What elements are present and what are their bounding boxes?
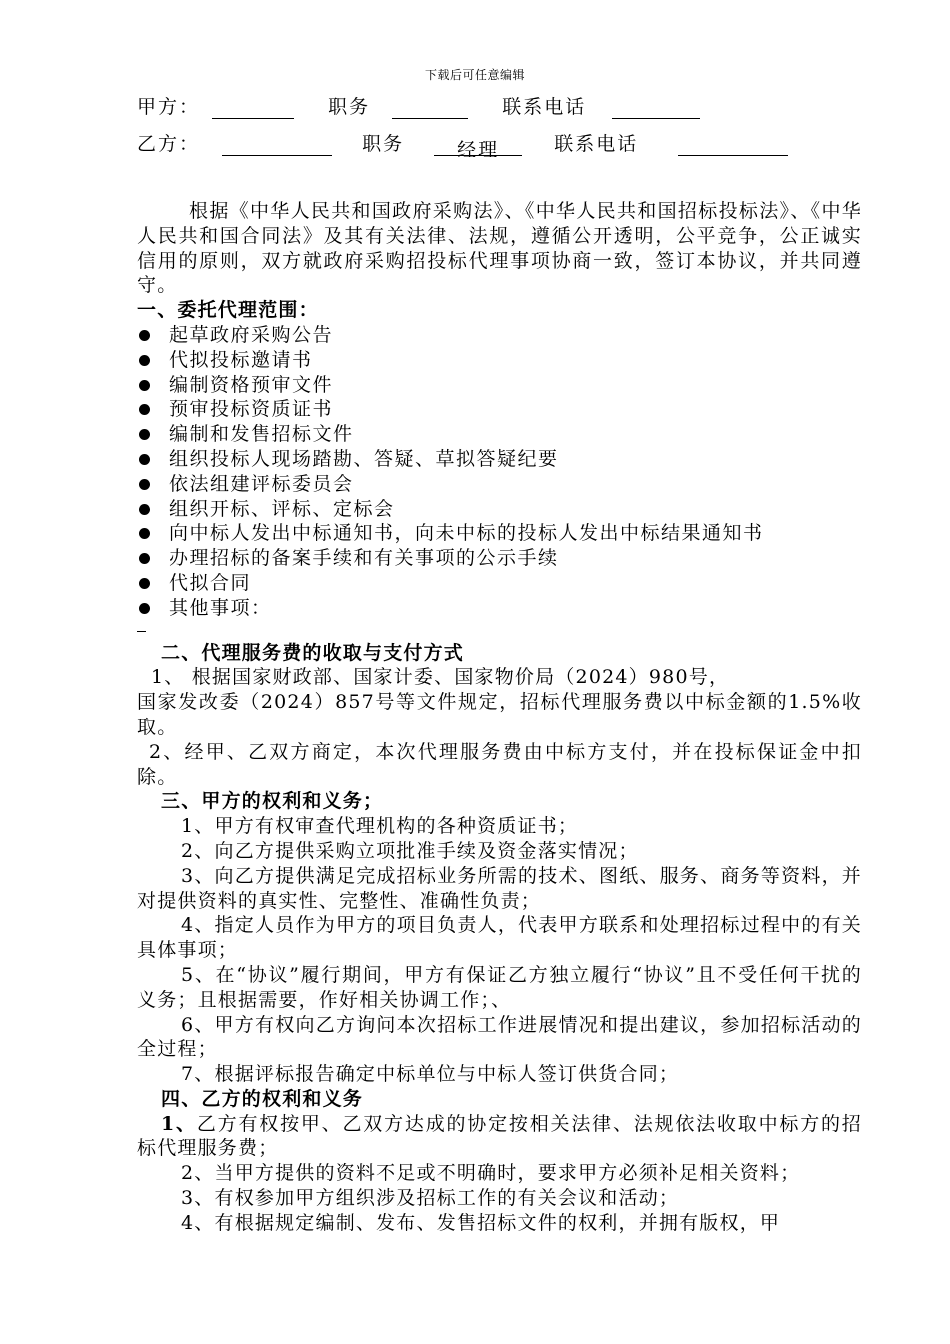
bullet-icon bbox=[139, 553, 150, 564]
party-a-label: 甲方： bbox=[137, 96, 201, 118]
bullet-icon bbox=[139, 404, 150, 415]
section3-item: 5、在“协议”履行期间，甲方有保证乙方独立履行“协议”且不受任何干扰的义务；且根据需要，作好相关协调工作；、 bbox=[137, 963, 862, 1011]
bullet-icon bbox=[139, 528, 150, 539]
scope-item: 组织投标人现场踏勘、答疑、草拟答疑纪要 bbox=[137, 447, 862, 472]
section4-item1-number: 1、 bbox=[161, 1112, 197, 1135]
section2-item1-rest: 国家发改委（2024）857号等文件规定，招标代理服务费以中标金额的1.5%收取。 bbox=[137, 691, 862, 738]
divider-mark bbox=[137, 621, 862, 641]
section2-item1-first-line: 1、 根据国家财政部、国家计委、国家物价局（2024）980号， bbox=[151, 666, 730, 689]
bullet-icon bbox=[139, 603, 150, 614]
scope-item: 办理招标的备案手续和有关事项的公示手续 bbox=[137, 546, 862, 571]
bullet-icon bbox=[139, 330, 150, 341]
party-a-duty-field[interactable] bbox=[392, 98, 468, 119]
bullet-icon bbox=[139, 380, 150, 391]
scope-item: 依法组建评标委员会 bbox=[137, 472, 862, 497]
scope-item: 代拟合同 bbox=[137, 571, 862, 596]
bullet-icon bbox=[139, 504, 150, 515]
scope-item: 编制资格预审文件 bbox=[137, 373, 862, 398]
scope-item: 向中标人发出中标通知书，向未中标的投标人发出中标结果通知书 bbox=[137, 521, 862, 546]
party-a-duty-label: 职务 bbox=[328, 96, 371, 118]
bullet-icon bbox=[139, 578, 150, 589]
section3-item: 6、甲方有权向乙方询问本次招标工作进展情况和提出建议，参加招标活动的全过程； bbox=[137, 1013, 862, 1061]
party-b-name-field[interactable] bbox=[222, 135, 332, 156]
intro-paragraph: 根据《中华人民共和国政府采购法》、《中华人民共和国招标投标法》、《中华人民共和国合同法》及其有关法律、法规，遵循公开透明，公平竞争，公正诚实信用的原则，双方就政府采购招投标代理事项协商一致，签订本协议，并共同遵守。 bbox=[137, 200, 862, 297]
bullet-icon bbox=[139, 429, 150, 440]
section3-item: 4、指定人员作为甲方的项目负责人，代表甲方联系和处理招标过程中的有关具体事项； bbox=[137, 914, 862, 962]
section3-item: 2、向乙方提供采购立项批准手续及资金落实情况； bbox=[181, 839, 639, 862]
section4-item1 bbox=[137, 1112, 862, 1162]
section4-item: 4、有根据规定编制、发布、发售招标文件的权利，并拥有版权，甲 bbox=[181, 1211, 781, 1234]
party-a-phone-label: 联系电话 bbox=[502, 96, 587, 118]
section3-item: 3、向乙方提供满足完成招标业务所需的技术、图纸、服务、商务等资料，并对提供资料的真实性、完整性、准确性负责； bbox=[137, 864, 862, 912]
party-b-phone-field[interactable] bbox=[678, 135, 788, 156]
bullet-icon bbox=[139, 355, 150, 366]
party-b-duty-field[interactable]: 经理 bbox=[434, 135, 522, 156]
party-a-phone-field[interactable] bbox=[612, 98, 700, 119]
scope-item: 组织开标、评标、定标会 bbox=[137, 497, 862, 522]
section2-item2: 2、经甲、乙双方商定，本次代理服务费由中标方支付，并在投标保证金中扣除。 bbox=[137, 740, 862, 788]
party-b-label: 乙方： bbox=[137, 133, 201, 155]
bullet-icon bbox=[139, 454, 150, 465]
section3-item: 1、甲方有权审查代理机构的各种资质证书； bbox=[181, 815, 579, 838]
section3-heading: 三、甲方的权利和义务； bbox=[161, 790, 384, 813]
party-b-duty-label: 职务 bbox=[362, 133, 405, 155]
party-a-name-field[interactable] bbox=[212, 98, 294, 119]
scope-item: 其他事项： bbox=[137, 596, 862, 621]
section4-item1-text: 乙方有权按甲、乙双方达成的协定按相关法律、法规依法收取中标方的招标代理服务费； bbox=[137, 1112, 863, 1160]
section4-item: 3、有权参加甲方组织涉及招标工作的有关会议和活动； bbox=[181, 1187, 680, 1210]
section4-item: 2、当甲方提供的资料不足或不明确时，要求甲方必须补足相关资料； bbox=[181, 1162, 801, 1185]
party-b-phone-label: 联系电话 bbox=[554, 133, 639, 155]
scope-item: 编制和发售招标文件 bbox=[137, 422, 862, 447]
section1-heading: 一、委托代理范围： bbox=[137, 299, 319, 322]
scope-list bbox=[137, 323, 862, 621]
header-note: 下载后可任意编辑 bbox=[424, 68, 525, 82]
bullet-icon bbox=[139, 479, 150, 490]
scope-item: 起草政府采购公告 bbox=[137, 323, 862, 348]
section2-heading: 二、代理服务费的收取与支付方式 bbox=[161, 641, 465, 664]
party-b-row bbox=[137, 129, 788, 161]
scope-item: 代拟投标邀请书 bbox=[137, 348, 862, 373]
party-a-row bbox=[137, 92, 700, 119]
section3-item: 7、根据评标报告确定中标单位与中标人签订供货合同； bbox=[181, 1063, 680, 1086]
agreement-body bbox=[137, 199, 862, 1236]
section4-heading: 四、乙方的权利和义务 bbox=[161, 1087, 364, 1110]
scope-item: 预审投标资质证书 bbox=[137, 397, 862, 422]
